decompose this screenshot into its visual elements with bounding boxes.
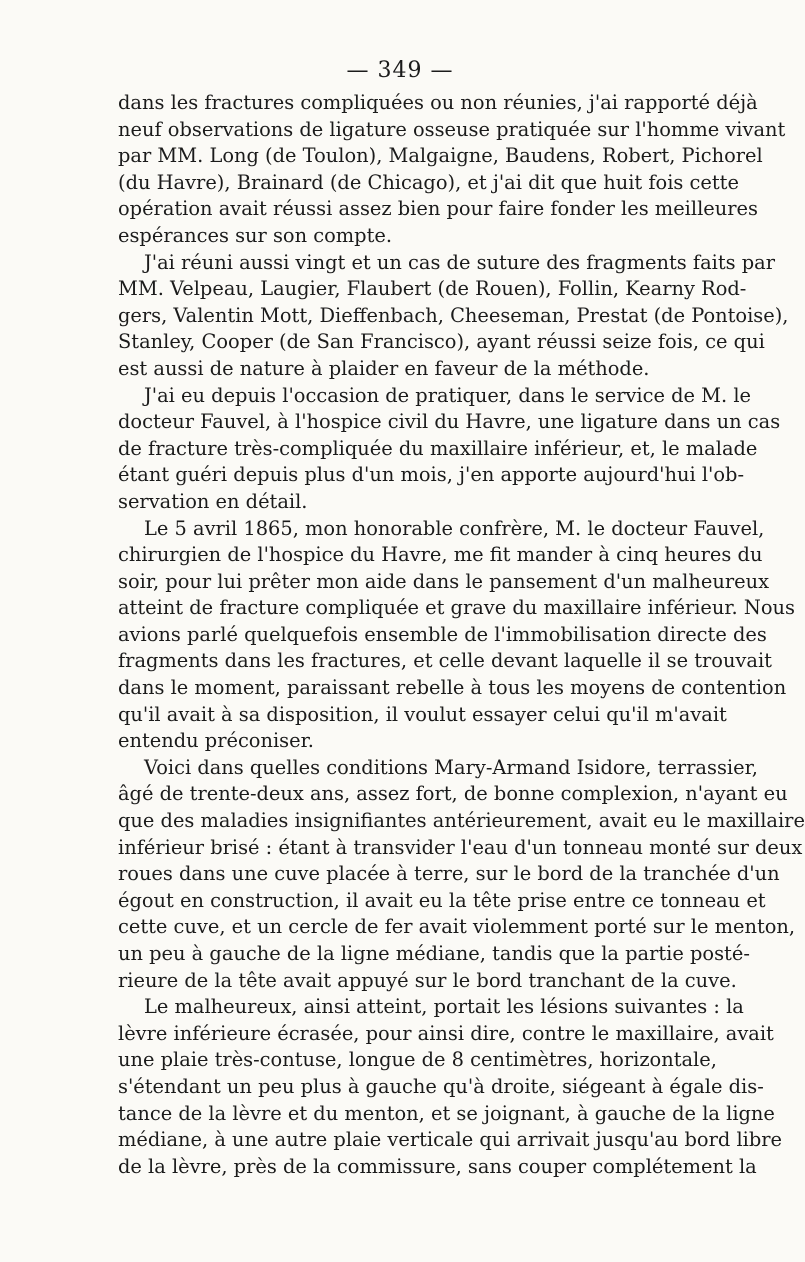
paragraph [118, 90, 786, 250]
text-line: un peu à gauche de la ligne médiane, tandis que la partie posté- [118, 942, 750, 965]
text-line: entendu préconiser. [118, 729, 314, 753]
text-line: espérances sur son compte. [118, 223, 392, 247]
page-number: — 349 — [346, 58, 454, 83]
text-line: Le 5 avril 1865, mon honorable confrère, M. le docteur Fauvel, [144, 516, 765, 540]
paragraph [118, 516, 795, 755]
text-line: tance de la lèvre et du menton, et se joignant, à gauche de la ligne [118, 1101, 775, 1125]
text-line: médiane, à une autre plaie verticale qui arrivait jusqu'au bord libre [118, 1128, 783, 1152]
text-line: dans le moment, paraissant rebelle à tous les moyens de contention [118, 676, 787, 700]
text-line: qu'il avait à sa disposition, il voulut essayer celui qu'il m'avait [118, 702, 727, 726]
text-line: cette cuve, et un cercle de fer avait violemment porté sur le menton, [118, 915, 796, 939]
text-line: chirurgien de l'hospice du Havre, me fit mander à cinq heures du [118, 543, 763, 567]
text-line: dans les fractures compliquées ou non réunies, j'ai rapporté déjà [118, 91, 758, 114]
text-line: rieure de la tête avait appuyé sur le bord tranchant de la cuve. [118, 968, 737, 992]
text-line: MM. Velpeau, Laugier, Flaubert (de Rouen), Follin, Kearny Rod- [118, 277, 747, 301]
text-line: s'étendant un peu plus à gauche qu'à droite, siégeant à égale dis- [118, 1074, 764, 1098]
text-line: par MM. Long (de Toulon), Malgaigne, Baudens, Robert, Pichorel [118, 144, 763, 168]
text-line: une plaie très-contuse, longue de 8 centimètres, horizontale, [118, 1048, 717, 1072]
text-line: soir, pour lui prêter mon aide dans le pansement d'un malheureux [118, 569, 770, 593]
text-line: égout en construction, il avait eu la tête prise entre ce tonneau et [118, 888, 766, 912]
text-line: Le malheureux, ainsi atteint, portait les lésions suivantes : la [144, 995, 744, 1019]
text-line: inférieur brisé : étant à transvider l'eau d'un tonneau monté sur deux [118, 835, 803, 859]
text-line: de la lèvre, près de la commissure, sans couper complétement la [118, 1154, 757, 1178]
text-line: atteint de fracture compliquée et grave du maxillaire inférieur. Nous [118, 596, 795, 620]
text-line: J'ai eu depuis l'occasion de pratiquer, dans le service de M. le [144, 383, 752, 407]
text-line: âgé de trente-deux ans, assez fort, de bonne complexion, n'ayant eu [118, 782, 788, 806]
text-line: roues dans une cuve placée à terre, sur le bord de la tranchée d'un [118, 862, 780, 886]
text-line: Stanley, Cooper (de San Francisco), ayant réussi seize fois, ce qui [118, 330, 765, 354]
text-line: docteur Fauvel, à l'hospice civil du Havre, une ligature dans un cas [118, 410, 781, 434]
text-line: lèvre inférieure écrasée, pour ainsi dire, contre le maxillaire, avait [118, 1021, 774, 1045]
text-line: fragments dans les fractures, et celle devant laquelle il se trouvait [118, 649, 772, 673]
paragraph [118, 250, 789, 383]
text-line: J'ai réuni aussi vingt et un cas de suture des fragments faits par [144, 250, 776, 274]
text-line: que des maladies insignifiantes antérieurement, avait eu le maxillaire [118, 809, 805, 833]
text-line: opération avait réussi assez bien pour faire fonder les meilleures [118, 197, 758, 221]
paragraph [118, 994, 783, 1180]
text-line: gers, Valentin Mott, Dieffenbach, Cheeseman, Prestat (de Pontoise), [118, 303, 789, 327]
text-line: étant guéri depuis plus d'un mois, j'en apporte aujourd'hui l'ob- [118, 463, 745, 487]
paragraph [118, 383, 781, 516]
paragraph [118, 755, 805, 994]
text-line: Voici dans quelles conditions Mary-Armand Isidore, terrassier, [144, 755, 758, 779]
text-line: neuf observations de ligature osseuse pratiquée sur l'homme vivant [118, 117, 786, 141]
text-line: est aussi de nature à plaider en faveur de la méthode. [118, 356, 650, 380]
text-line: avions parlé quelquefois ensemble de l'immobilisation directe des [118, 622, 767, 646]
body-text [118, 90, 805, 1180]
text-line: servation en détail. [118, 489, 308, 513]
text-line: (du Havre), Brainard (de Chicago), et j'ai dit que huit fois cette [118, 170, 739, 194]
text-line: de fracture très-compliquée du maxillaire inférieur, et, le malade [118, 436, 758, 460]
